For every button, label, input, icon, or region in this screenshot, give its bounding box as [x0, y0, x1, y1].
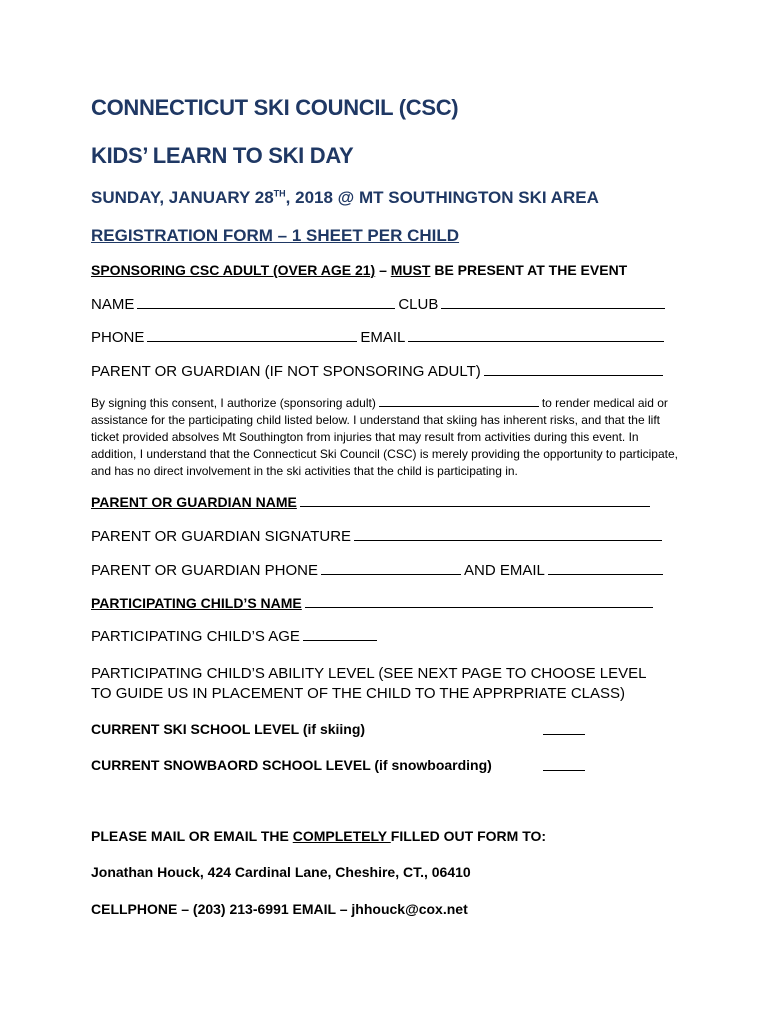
- parent-name-row: [91, 494, 653, 511]
- parent-email-field[interactable]: [548, 562, 663, 575]
- contact-info: CELLPHONE – (203) 213-6991 EMAIL – jhhouck@cox.net: [91, 901, 468, 917]
- event-title: KIDS’ LEARN TO SKI DAY: [91, 143, 354, 168]
- snowboard-level-field[interactable]: [543, 758, 585, 771]
- snowboard-level-label: CURRENT SNOWBAORD SCHOOL LEVEL (if snowboarding): [91, 757, 492, 773]
- parent-signature-field[interactable]: [354, 528, 662, 541]
- form-title: REGISTRATION FORM – 1 SHEET PER CHILD: [91, 226, 460, 245]
- sponsor-club-label: CLUB: [398, 296, 439, 313]
- child-ability-line-1: PARTICIPATING CHILD’S ABILITY LEVEL (SEE NEXT PAGE TO CHOOSE LEVEL: [91, 665, 647, 682]
- sponsor-heading-dash: –: [375, 262, 391, 278]
- parent-phone-email-row: [91, 562, 666, 579]
- parent-name-label: PARENT OR GUARDIAN NAME: [91, 494, 297, 510]
- consent-text-rest: to render medical aid or assistance for the participating child listed below. I understand that skiing has inherent risks, and that the lift ticket provided absolves Mt Southington from injuries that may result from activities during this event. In addition, I understand that the Connecticut Ski Council (CSC) is merely providing the opportunity to participate, and has no direct involvement in the ski activities that the child is participating in.: [91, 396, 678, 478]
- must-text: MUST: [390, 262, 431, 278]
- child-name-field[interactable]: [305, 595, 653, 608]
- date-text: SUNDAY, JANUARY 28: [91, 188, 274, 207]
- parent-name-field[interactable]: [300, 494, 650, 507]
- parent-phone-label: PARENT OR GUARDIAN PHONE: [91, 562, 318, 579]
- parent-if-not-sponsor-row: [91, 363, 666, 380]
- sponsor-email-label: EMAIL: [360, 329, 406, 346]
- location-text: , 2018 @ MT SOUTHINGTON SKI AREA: [285, 188, 599, 207]
- parent-phone-field[interactable]: [321, 562, 461, 575]
- sponsor-heading-rest: BE PRESENT AT THE EVENT: [430, 262, 628, 278]
- consent-text-start: By signing this consent, I authorize (sponsoring adult): [91, 396, 376, 410]
- consent-sponsor-field[interactable]: [379, 396, 539, 407]
- consent-paragraph: [91, 395, 681, 480]
- sponsor-name-label: NAME: [91, 296, 135, 313]
- org-title: CONNECTICUT SKI COUNCIL (CSC): [91, 95, 459, 120]
- ski-level-label: CURRENT SKI SCHOOL LEVEL (if skiing): [91, 721, 366, 737]
- mail-instructions: [91, 828, 546, 844]
- parent-if-not-sponsor-field[interactable]: [484, 363, 663, 376]
- child-name-label: PARTICIPATING CHILD’S NAME: [91, 595, 302, 611]
- sponsor-heading-label: SPONSORING CSC ADULT (OVER AGE 21): [91, 262, 376, 278]
- event-date-location: [91, 188, 599, 208]
- mail-address: Jonathan Houck, 424 Cardinal Lane, Cheshire, CT., 06410: [91, 864, 471, 880]
- date-superscript: TH: [273, 188, 286, 199]
- sponsor-name-field[interactable]: [137, 296, 395, 309]
- sponsor-phone-label: PHONE: [91, 329, 145, 346]
- sponsor-email-field[interactable]: [408, 329, 664, 342]
- sponsor-phone-email-row: [91, 329, 667, 346]
- parent-if-not-sponsor-label: PARENT OR GUARDIAN (IF NOT SPONSORING ADULT): [91, 363, 481, 380]
- ski-level-field[interactable]: [543, 722, 585, 735]
- child-age-label: PARTICIPATING CHILD’S AGE: [91, 628, 300, 645]
- mail-instr-start: PLEASE MAIL OR EMAIL THE: [91, 828, 293, 844]
- sponsor-heading: [91, 262, 627, 278]
- sponsor-name-club-row: [91, 296, 668, 313]
- child-ability-line-2: TO GUIDE US IN PLACEMENT OF THE CHILD TO THE APPRPRIATE CLASS): [91, 685, 626, 702]
- parent-email-label: AND EMAIL: [463, 562, 545, 579]
- sponsor-club-field[interactable]: [441, 296, 665, 309]
- child-age-field[interactable]: [303, 628, 377, 641]
- mail-instr-completely: COMPLETELY: [292, 828, 391, 844]
- mail-instr-end: FILLED OUT FORM TO:: [390, 828, 547, 844]
- child-age-row: [91, 628, 380, 645]
- child-name-row: [91, 595, 656, 612]
- parent-signature-row: [91, 528, 665, 545]
- sponsor-phone-field[interactable]: [147, 329, 357, 342]
- parent-signature-label: PARENT OR GUARDIAN SIGNATURE: [91, 528, 352, 545]
